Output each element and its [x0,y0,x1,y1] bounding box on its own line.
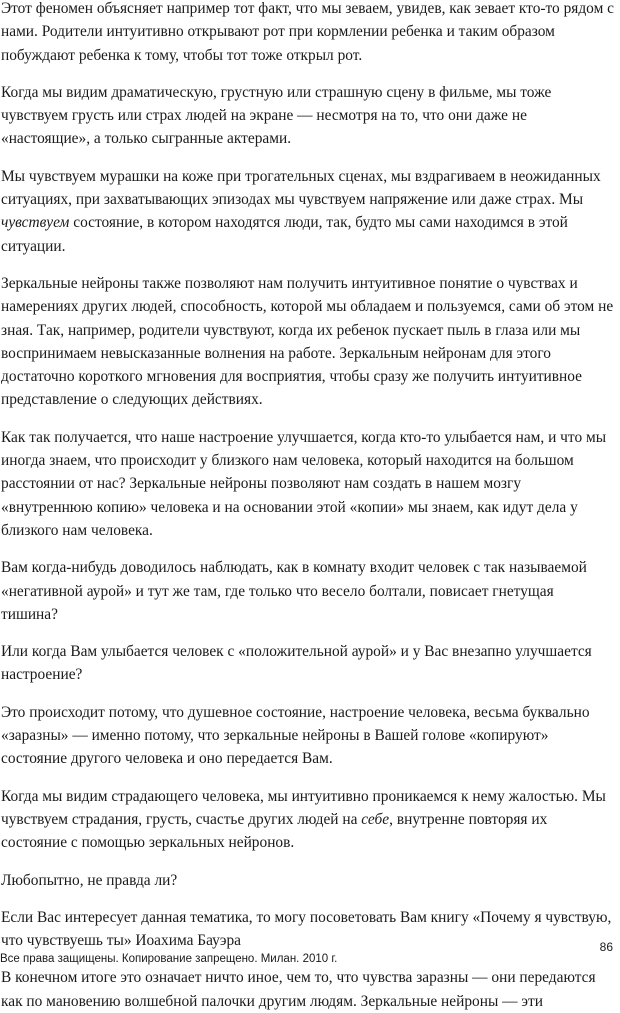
paragraph-9 [1,785,614,855]
page-number: 86 [599,940,613,954]
paragraph-7: Или когда Вам улыбается человек с «положительной аурой» и у Вас внезапно улучшается настроение? [1,643,592,684]
paragraph-2: Когда мы видим драматическую, грустную или страшную сцену в фильме, мы тоже чувствуем грусть или страх людей на экране — несмотря на то, что они даже не «настоящие», а только сыгранные актерами. [1,83,552,148]
paragraph-3-part-2: состояние, в котором находятся люди, так, будто мы сами находимся в этой ситуации. [1,214,568,255]
paragraph-10: Любопытно, не правда ли? [1,871,178,889]
paragraph-9-emphasis: себе [361,810,390,828]
paragraph-1: Этот феномен объясняет например тот факт, что мы зеваем, увидев, как зевает кто-то рядом с нами. Родители интуитивно открывают рот при кормлении ребенка и таким образом побуждают ребенка к тому, чтобы тот тоже открыл рот. [1,0,614,64]
copyright-footer: Все права защищены. Копирование запрещено. Милан. 2010 г. [0,953,338,965]
paragraph-3-part-1: Мы чувствуем мурашки на коже при трогательных сценах, мы вздрагиваем в неожиданных ситуациях, при захватывающих эпизодах мы чувствуем напряжение или даже страх. Мы [1,167,601,209]
paragraph-6: Вам когда-нибудь доводилось наблюдать, как в комнату входит человек с так называемой «негативной аурой» и тут же там, где только что весело болтали, повисает гнетущая тишина? [1,559,587,623]
paragraph-9-part-1: Когда мы видим страдающего человека, мы интуитивно проникаемся к нему жалостью. Мы чувствуем страдания, грусть, счастье других людей на [1,787,606,828]
paragraph-4: Зеркальные нейроны также позволяют нам получить интуитивное понятие о чувствах и намерениях других людей, способность, которой мы обладаем и пользуемся, сами об этом не зная. Так, например, родители чувствуют, когда их ребенок пускает пыль в глаза или мы воспринимаем невысказанные волнения на работе. Зеркальным нейронам для этого достаточно короткого мгновения для восприятия, чтобы сразу же получить интуитивное представление о следующих действиях. [1,274,614,409]
paragraph-5: Как так получается, что наше настроение улучшается, когда кто-то улыбается нам, и что мы иногда знаем, что происходит у близкого нам человека, который находится на большом расстоянии от нас? Зеркальные нейроны позволяют нам создать в нашем мозгу «внутреннюю копию» человека и на основании этой «копии» мы знаем, как идут дела у близкого нам человека. [1,428,607,539]
paragraph-3 [1,165,614,258]
paragraph-8: Это происходит потому, что душевное состояние, настроение человека, весьма буквально «заразны» — именно потому, что зеркальные нейроны в Вашей голове «копируют» состояние другого человека и оно передается Вам. [1,703,590,768]
paragraph-12: В конечном итоге это означает ничто иное, чем то, что чувства заразны — они передаются как по мановению волшебной палочки другим людям. Зеркальные нейроны — эти [1,969,596,1010]
paragraph-9-part-2: , внутренне повторяя их состояние с помощью зеркальных нейронов. [1,810,548,852]
paragraph-11: Если Вас интересует данная тематика, то могу посоветовать Вам книгу «Почему я чувствую, что чувствуешь ты» Иоахима Бауэра [1,908,612,950]
paragraph-3-emphasis: чувствуем [1,214,70,232]
